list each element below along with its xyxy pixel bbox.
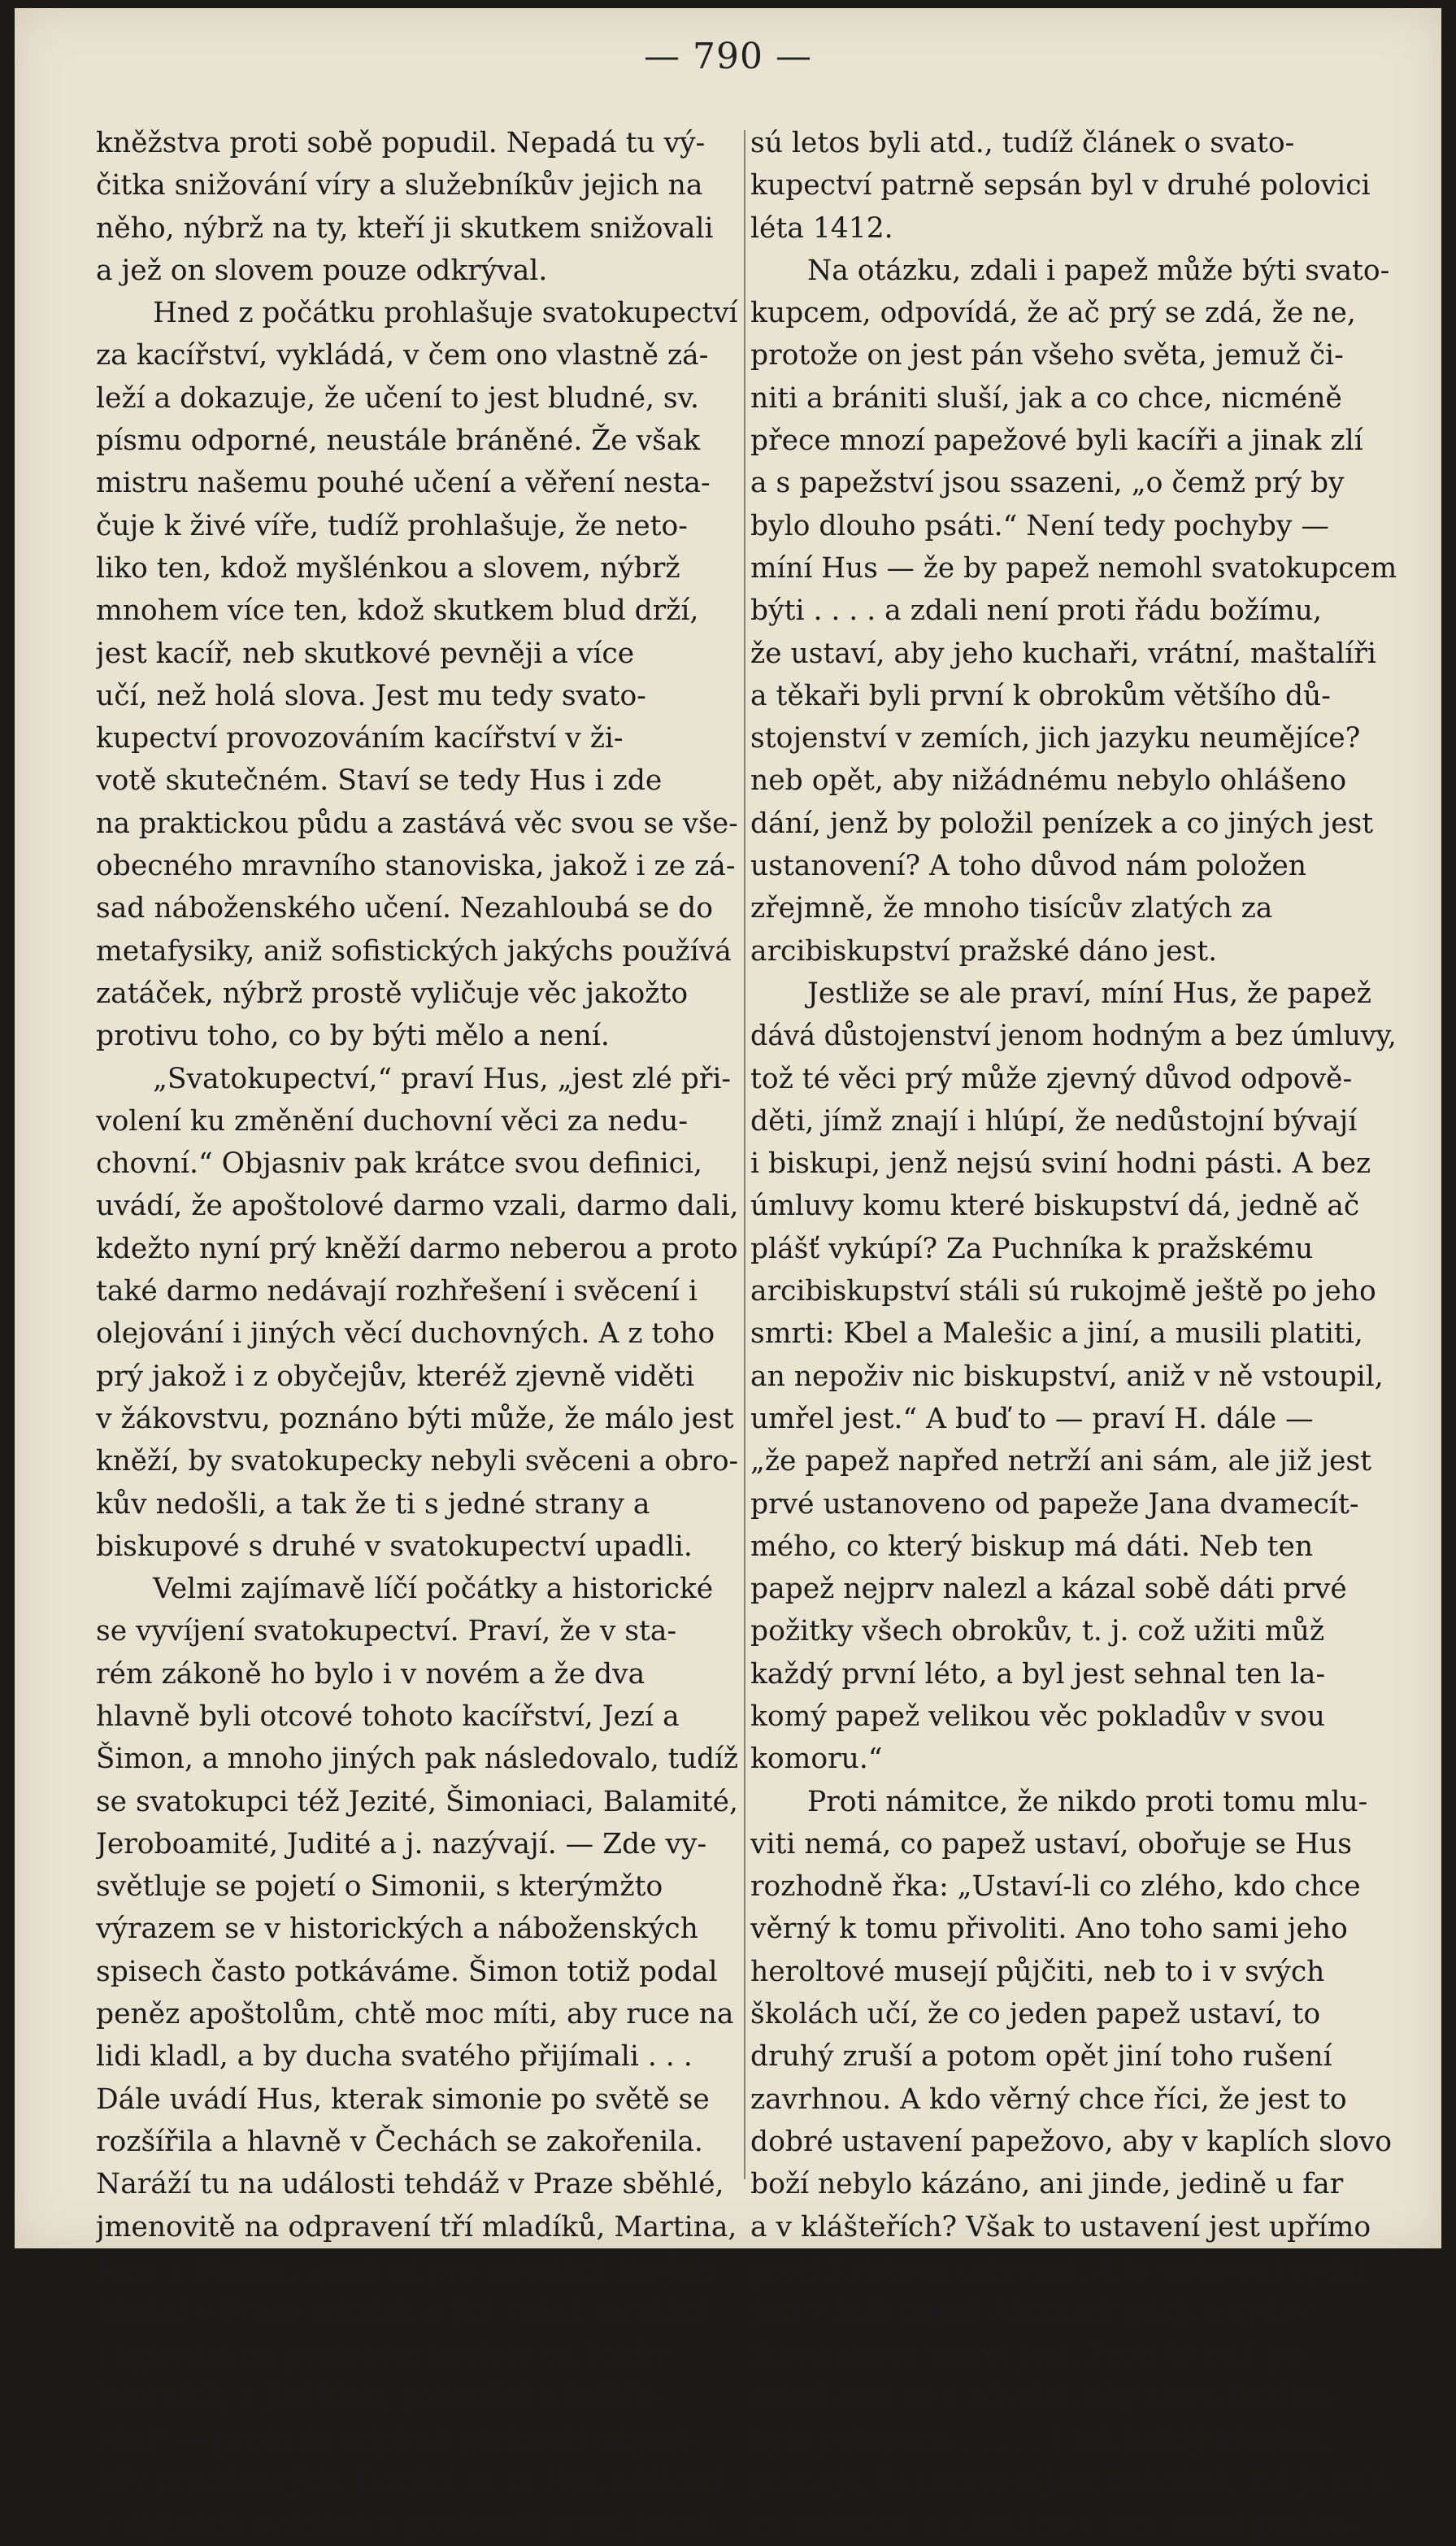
text-line: mnohem více ten, kdož skutkem blud drží, bbox=[96, 594, 699, 628]
text-line: papež nejprv nalezl a kázal sobě dáti prvé bbox=[750, 1573, 1347, 1606]
text-line: sú letos byli atd., tudíž článek o svato- bbox=[750, 127, 1295, 159]
text-line: volení ku změnění duchovní věci za nedu- bbox=[96, 1104, 689, 1138]
text-line: se svatokupci též Jezité, Šimoniaci, Balamité, bbox=[96, 1785, 738, 1818]
text-line: zatáček, nýbrž prostě vyličuje věc jakožto bbox=[96, 977, 689, 1010]
text-line: bylo potupeno . . . . , I tak každý křesťan, bbox=[750, 2423, 1332, 2457]
page-number: — 790 — bbox=[644, 36, 812, 77]
text-line: boží nebylo kázáno, ani jinde, jedině u far bbox=[750, 2168, 1344, 2201]
text-line: a v klášteřích? Však to ustavení jest upřímo bbox=[750, 2210, 1371, 2244]
text-line: spisech často potkáváme. Šimon totiž podal bbox=[96, 1955, 718, 1988]
text-line: ustanovení? A toho důvod nám položen bbox=[750, 850, 1307, 883]
text-line: rozšířila a hlavně v Čechách se zakořenila. bbox=[96, 2125, 703, 2158]
text-line: smrti: Kbel a Malešic a jiní, a musili platiti, bbox=[750, 1317, 1363, 1351]
text-line: peněz apoštolům, chtě moc míti, aby ruce na bbox=[96, 1998, 734, 2031]
text-line: druhý zruší a potom opět jiní toho rušení bbox=[750, 2040, 1332, 2074]
text-line: heroltové musejí půjčiti, neb to i v svých bbox=[750, 1955, 1325, 1988]
text-line: Proti námitce, že nikdo proti tomu mlu- bbox=[807, 1785, 1368, 1818]
text-line: výrazem se v historických a náboženských bbox=[96, 1913, 698, 1946]
text-line: sad náboženského učení. Nezahloubá se do bbox=[96, 892, 714, 925]
text-line: a s papežství jsou ssazeni, „o čemž prý by bbox=[750, 467, 1345, 500]
text-line: jest kacíř, neb skutkové pevněji a více bbox=[96, 637, 635, 670]
text-line: tož té věci prý může zjevný důvod odpově- bbox=[750, 1062, 1353, 1095]
text-line: světluje se pojetí o Simonii, s kterýmžto bbox=[96, 1870, 663, 1904]
text-line: zřejmně, že mnoho tisícův zlatých za bbox=[750, 892, 1273, 925]
text-line: a těkaři byli první k obrokům většího dů- bbox=[750, 679, 1331, 712]
text-line: dobré ustavení papežovo, aby v kaplích slovo bbox=[750, 2125, 1393, 2158]
text-line: každý první léto, a byl jest sehnal ten la- bbox=[750, 1657, 1326, 1691]
text-line: požitky všech obrokův, t. j. což užiti můž bbox=[750, 1615, 1325, 1648]
text-line: také darmo nedávají rozhřešení i svěcení i bbox=[96, 1275, 698, 1308]
text-line: dává důstojenství jenom hodným a bez úmluvy, bbox=[750, 1020, 1397, 1053]
text-line: kázání v Praze stínáni, a jiní rváni, mrskáni bbox=[96, 2296, 711, 2329]
text-line: děti, jímž znají i hlúpí, že nedůstojní bývají bbox=[750, 1104, 1358, 1138]
text-line: býti . . . . a zdali není proti řádu božímu, bbox=[750, 594, 1322, 628]
text-line: biskupové s druhé v svatokupectví upadli. bbox=[96, 1530, 693, 1563]
text-line: kův nedošli, a tak že ti s jedné strany a bbox=[96, 1487, 650, 1521]
text-line: plášť vykúpí? Za Puchníka k pražskému bbox=[750, 1232, 1314, 1265]
text-line: protože on jest pán všeho světa, jemuž či- bbox=[750, 339, 1344, 372]
column-divider bbox=[744, 130, 745, 2179]
text-line: kuorních, a jiní kleti, pohaněni a žalářo- bbox=[96, 2380, 663, 2413]
text-line: Na otázku, zdali i papež může býti svato- bbox=[807, 254, 1390, 287]
text-line: Jeroboamité, Judité a j. nazývají. — Zde vy- bbox=[96, 1827, 707, 1861]
text-line: poznaje, že ustavení jest nehodné, má je míti bbox=[750, 2465, 1389, 2499]
text-line: lidi kladl, a by ducha svatého přijímali . . . bbox=[96, 2040, 693, 2074]
text-line: kupectví patrně sepsán byl v druhé polovici bbox=[750, 169, 1371, 202]
text-line: čitka snižování víry a služebníkův jejich na bbox=[96, 169, 703, 202]
text-line: za kacířství, vykládá, v čem ono vlastně zá- bbox=[96, 339, 709, 372]
text-line: prvé ustanoveno od papeže Jana dvamecít- bbox=[750, 1487, 1359, 1521]
text-line: Naráží tu na události tehdáž v Praze sběhlé, bbox=[96, 2168, 724, 2201]
text-line: Jestliže se ale praví, míní Hus, že papež bbox=[807, 977, 1371, 1010]
text-line: hlavně byli otcové tohoto kacířství, Jezí a bbox=[96, 1700, 680, 1733]
text-line: Velmi zajímavě líčí počátky a historické bbox=[153, 1573, 714, 1606]
text-line: mistru našemu pouhé učení a věření nesta- bbox=[96, 467, 711, 500]
book-page bbox=[15, 8, 1441, 2541]
text-line: stavil sem se a odvolal, aby slovo boží ne- bbox=[750, 2380, 1341, 2413]
text-line: kněží, by svatokupecky nebyli svěceni a obro- bbox=[96, 1445, 738, 1478]
text-line: přece mnozí papežové byli kacíři a jinak zlí bbox=[750, 424, 1363, 458]
text-line: rém zákoně ho bylo i v novém a že dva bbox=[96, 1657, 645, 1691]
left-column bbox=[96, 122, 738, 2546]
text-line: bylo dlouho psáti.“ Není tedy pochyby — bbox=[750, 509, 1329, 542]
text-line: za nehodné a nikoli ho v tom nemá poslou- bbox=[750, 2508, 1358, 2541]
text-line: olejování i jiných věcí duchovných. A z toho bbox=[96, 1317, 715, 1351]
text-line: komý papež velikou věc pokladův v svou bbox=[750, 1700, 1325, 1733]
text-line: že ustaví, aby jeho kuchaři, vrátní, maštalíři bbox=[750, 637, 1376, 670]
text-line: jmenovitě na odpravení tří mladíků, Martina, bbox=[96, 2210, 737, 2244]
text-line: rozhodně řka: „Ustaví-li co zlého, kdo chce bbox=[750, 1870, 1361, 1904]
text-line: dání, jenž by položil penízek a co jiných jest bbox=[750, 807, 1374, 840]
right-column bbox=[750, 122, 1397, 2546]
text-line: i kyjováni na pražském kostele od žákův bbox=[96, 2338, 668, 2371]
text-line: kupcem, odpovídá, že ač prý se zdá, že ne, bbox=[750, 297, 1356, 330]
text-line: se vyvíjení svatokupectví. Praví, že v sta- bbox=[96, 1615, 677, 1648]
text-line: leží a dokazuje, že učení to jest bludné, sv. bbox=[96, 381, 699, 415]
text-line: an nepoživ nic biskupství, aniž v ně vstoupil, bbox=[750, 1360, 1384, 1393]
text-line: v žákovstvu, poznáno býti může, že málo jest bbox=[96, 1402, 734, 1435]
text-line: Hned z počátku prohlašuje svatokupectví bbox=[153, 297, 738, 330]
text-line: komoru.“ bbox=[750, 1743, 883, 1776]
text-line: umřel jest.“ A buď to — praví H. dále — bbox=[750, 1402, 1314, 1435]
text-line: na praktickou půdu a zastává věc svou se vše- bbox=[96, 807, 738, 840]
text-line: arcibiskupství pražské dáno jest. bbox=[750, 934, 1218, 968]
text-line: kův prodávaných. Dotýká se tu Hus události bbox=[96, 2465, 724, 2499]
text-line: i biskupi, jenž nejsú sviní hodni pásti. A bez bbox=[750, 1147, 1371, 1181]
text-line: jest v buli papež Alexandr pátý, a vydav bbox=[750, 2296, 1311, 2329]
text-line: kupectví provozováním kacířství v ži- bbox=[96, 722, 624, 755]
text-line: mého, co který biskup má dáti. Neb ten bbox=[750, 1530, 1314, 1563]
text-line: „Svatokupectví,“ praví Hus, „jest zlé při- bbox=[153, 1062, 732, 1095]
text-line: votě skutečném. Staví se tedy Hus i zde bbox=[96, 764, 663, 798]
text-line: niti a brániti sluší, jak a co chce, nicméně bbox=[750, 381, 1342, 415]
text-line: Dále uvádí Hus, kterak simonie po světě se bbox=[96, 2082, 710, 2116]
text-line: viti nemá, co papež ustaví, obořuje se Hus bbox=[750, 1827, 1352, 1861]
text-line: neb opět, aby nižádnému nebylo ohlášeno bbox=[750, 764, 1347, 798]
text-line: zavrhnou. A kdo věrný chce říci, že jest to bbox=[750, 2082, 1347, 2116]
text-line: kdežto nyní prý kněží darmo neberou a proto bbox=[96, 1232, 738, 1265]
text-line: arcibiskupství stáli sú rukojmě ještě po jeho bbox=[750, 1275, 1376, 1308]
text-line: v dějinách uváděné a poněvadž praví, jakož bbox=[96, 2508, 714, 2541]
text-line: chovní.“ Objasniv pak krátce svou definici, bbox=[96, 1147, 702, 1181]
text-line: metafysiky, aniž sofistických jakýchs používá bbox=[96, 934, 732, 968]
text-line: uvádí, že apoštolové darmo vzali, darmo dali, bbox=[96, 1190, 738, 1223]
text-line: „že papež napřed netrží ani sám, ale již jest bbox=[750, 1445, 1371, 1478]
text-line: obecného mravního stanoviska, jakož i ze zá- bbox=[96, 850, 736, 883]
text-line: a jež on slovem pouze odkrýval. bbox=[96, 254, 548, 287]
text-line: úmluvy komu které biskupství dá, jedně ač bbox=[750, 1190, 1360, 1223]
text-line: věrný k tomu přivoliti. Ano toho sami jeho bbox=[750, 1913, 1348, 1946]
text-line: léta 1412. bbox=[750, 211, 893, 245]
text-line: ihned skoro umřel jest. Proti té buli po- bbox=[750, 2338, 1310, 2371]
text-line: proti Kristovu ustavení. A to ustavení vydal bbox=[750, 2252, 1365, 2286]
text-line: něho, nýbrž na ty, kteří ji skutkem snižovali bbox=[96, 211, 714, 245]
text-line: písmu odporné, neustále bráněné. Že však bbox=[96, 424, 701, 458]
text-line: školách učí, že co jeden papež ustaví, to bbox=[750, 1998, 1321, 2031]
text-line: Šimon, a mnoho jiných pak následovalo, tudíž bbox=[96, 1743, 738, 1776]
text-line: liko ten, kdož myšlénkou a slovem, nýbrž bbox=[96, 551, 680, 585]
text-line: kněžstva proti sobě popudil. Nepadá tu vý- bbox=[96, 127, 706, 159]
text-line: čuje k živé víře, tudíž prohlašuje, že neto- bbox=[96, 509, 688, 542]
text-line: učí, než holá slova. Jest mu tedy svato- bbox=[96, 679, 646, 712]
text-line: protivu toho, co by býti mělo a není. bbox=[96, 1020, 610, 1053]
text-line: váni“ — proto že odpírali platnosti odpust- bbox=[96, 2423, 700, 2457]
text-line: míní Hus — že by papež nemohl svatokupcem bbox=[750, 551, 1397, 585]
text-line: stojenství v zemích, jich jazyku neumějíce? bbox=[750, 722, 1361, 755]
text-line: prý jakož i z obyčejův, kteréž zjevně viděti bbox=[96, 1360, 695, 1393]
text-line: Jana a Staška, „jenž sú pro odvolání lživých bbox=[96, 2252, 715, 2286]
